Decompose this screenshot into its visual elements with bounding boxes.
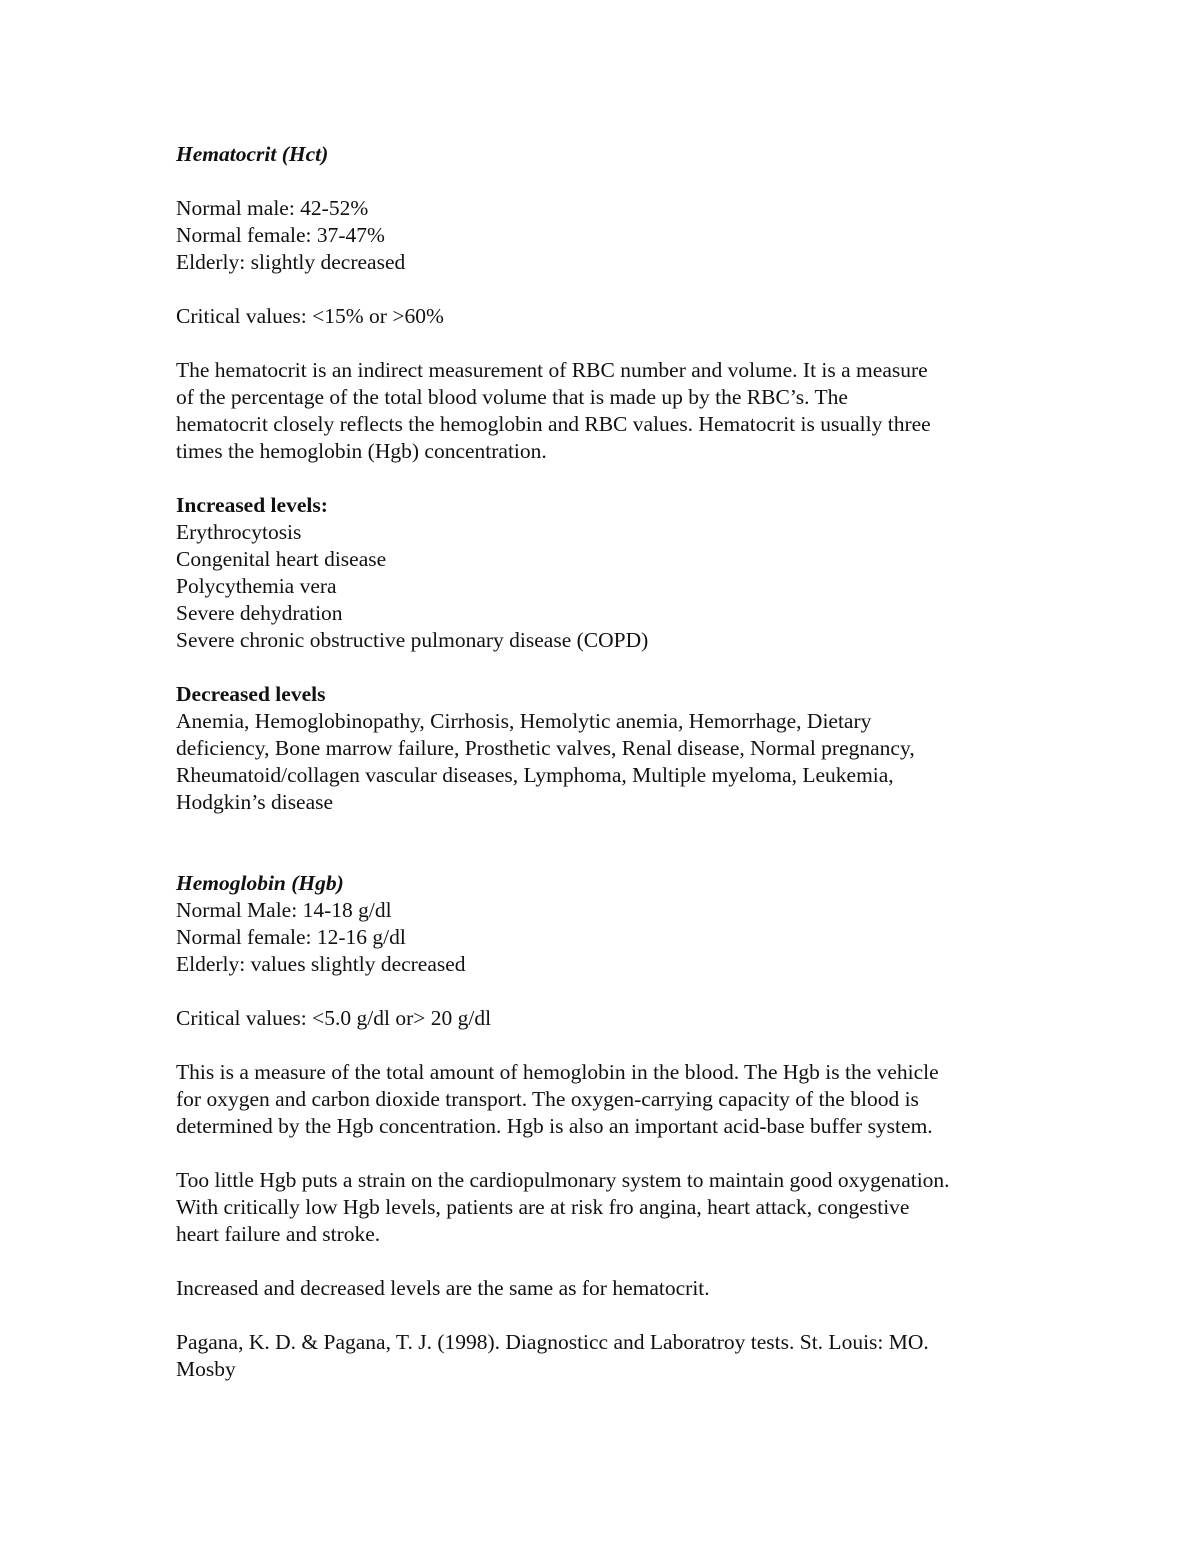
hct-critical-values: Critical values: <15% or >60% — [176, 304, 444, 328]
hgb-same-as-note: Increased and decreased levels are the same as for hematocrit. — [176, 1276, 710, 1300]
hct-description-line: of the percentage of the total blood volume that is made up by the RBC’s. The — [176, 385, 848, 409]
increased-item: Erythrocytosis — [176, 520, 302, 544]
hematocrit-title: Hematocrit (Hct) — [176, 142, 329, 166]
spacer — [176, 330, 1046, 357]
hgb-critical-values: Critical values: <5.0 g/dl or> 20 g/dl — [176, 1006, 492, 1030]
document-page — [176, 141, 1046, 1383]
increased-item: Polycythemia vera — [176, 574, 337, 598]
hct-description-line: hematocrit closely reflects the hemoglobin and RBC values. Hematocrit is usually three — [176, 412, 931, 436]
increased-levels-heading: Increased levels: — [176, 493, 328, 517]
hgb-description-line: determined by the Hgb concentration. Hgb is also an important acid-base buffer system. — [176, 1114, 933, 1138]
spacer — [176, 1248, 1046, 1275]
hgb-strain-line: heart failure and stroke. — [176, 1222, 381, 1246]
reference-line: Mosby — [176, 1357, 236, 1381]
decreased-line: Rheumatoid/collagen vascular diseases, Lymphoma, Multiple myeloma, Leukemia, — [176, 763, 894, 787]
increased-item: Severe chronic obstructive pulmonary disease (COPD) — [176, 628, 649, 652]
decreased-line: deficiency, Bone marrow failure, Prosthetic valves, Renal disease, Normal pregnancy, — [176, 736, 915, 760]
hgb-elderly: Elderly: values slightly decreased — [176, 952, 466, 976]
hgb-normal-female: Normal female: 12-16 g/dl — [176, 925, 406, 949]
spacer — [176, 168, 1046, 195]
hgb-strain-line: With critically low Hgb levels, patients are at risk fro angina, heart attack, congestive — [176, 1195, 910, 1219]
hgb-strain-line: Too little Hgb puts a strain on the cardiopulmonary system to maintain good oxygenation. — [176, 1168, 950, 1192]
hct-normal-male: Normal male: 42-52% — [176, 196, 369, 220]
decreased-line: Anemia, Hemoglobinopathy, Cirrhosis, Hemolytic anemia, Hemorrhage, Dietary — [176, 709, 872, 733]
spacer — [176, 1302, 1046, 1329]
reference-line: Pagana, K. D. & Pagana, T. J. (1998). Diagnosticc and Laboratroy tests. St. Louis: MO. — [176, 1330, 929, 1354]
spacer — [176, 654, 1046, 681]
hgb-normal-male: Normal Male: 14-18 g/dl — [176, 898, 392, 922]
increased-item: Severe dehydration — [176, 601, 343, 625]
spacer — [176, 465, 1046, 492]
spacer — [176, 978, 1046, 1005]
hgb-description-line: for oxygen and carbon dioxide transport. The oxygen-carrying capacity of the blood is — [176, 1087, 919, 1111]
hgb-description-line: This is a measure of the total amount of hemoglobin in the blood. The Hgb is the vehicle — [176, 1060, 939, 1084]
spacer — [176, 816, 1046, 870]
hct-normal-female: Normal female: 37-47% — [176, 223, 385, 247]
hct-description-line: times the hemoglobin (Hgb) concentration. — [176, 439, 547, 463]
spacer — [176, 276, 1046, 303]
decreased-levels-heading: Decreased levels — [176, 682, 326, 706]
increased-item: Congenital heart disease — [176, 547, 387, 571]
hct-elderly: Elderly: slightly decreased — [176, 250, 406, 274]
decreased-line: Hodgkin’s disease — [176, 790, 334, 814]
hemoglobin-title: Hemoglobin (Hgb) — [176, 871, 344, 895]
spacer — [176, 1032, 1046, 1059]
spacer — [176, 1140, 1046, 1167]
hct-description-line: The hematocrit is an indirect measurement of RBC number and volume. It is a measure — [176, 358, 928, 382]
